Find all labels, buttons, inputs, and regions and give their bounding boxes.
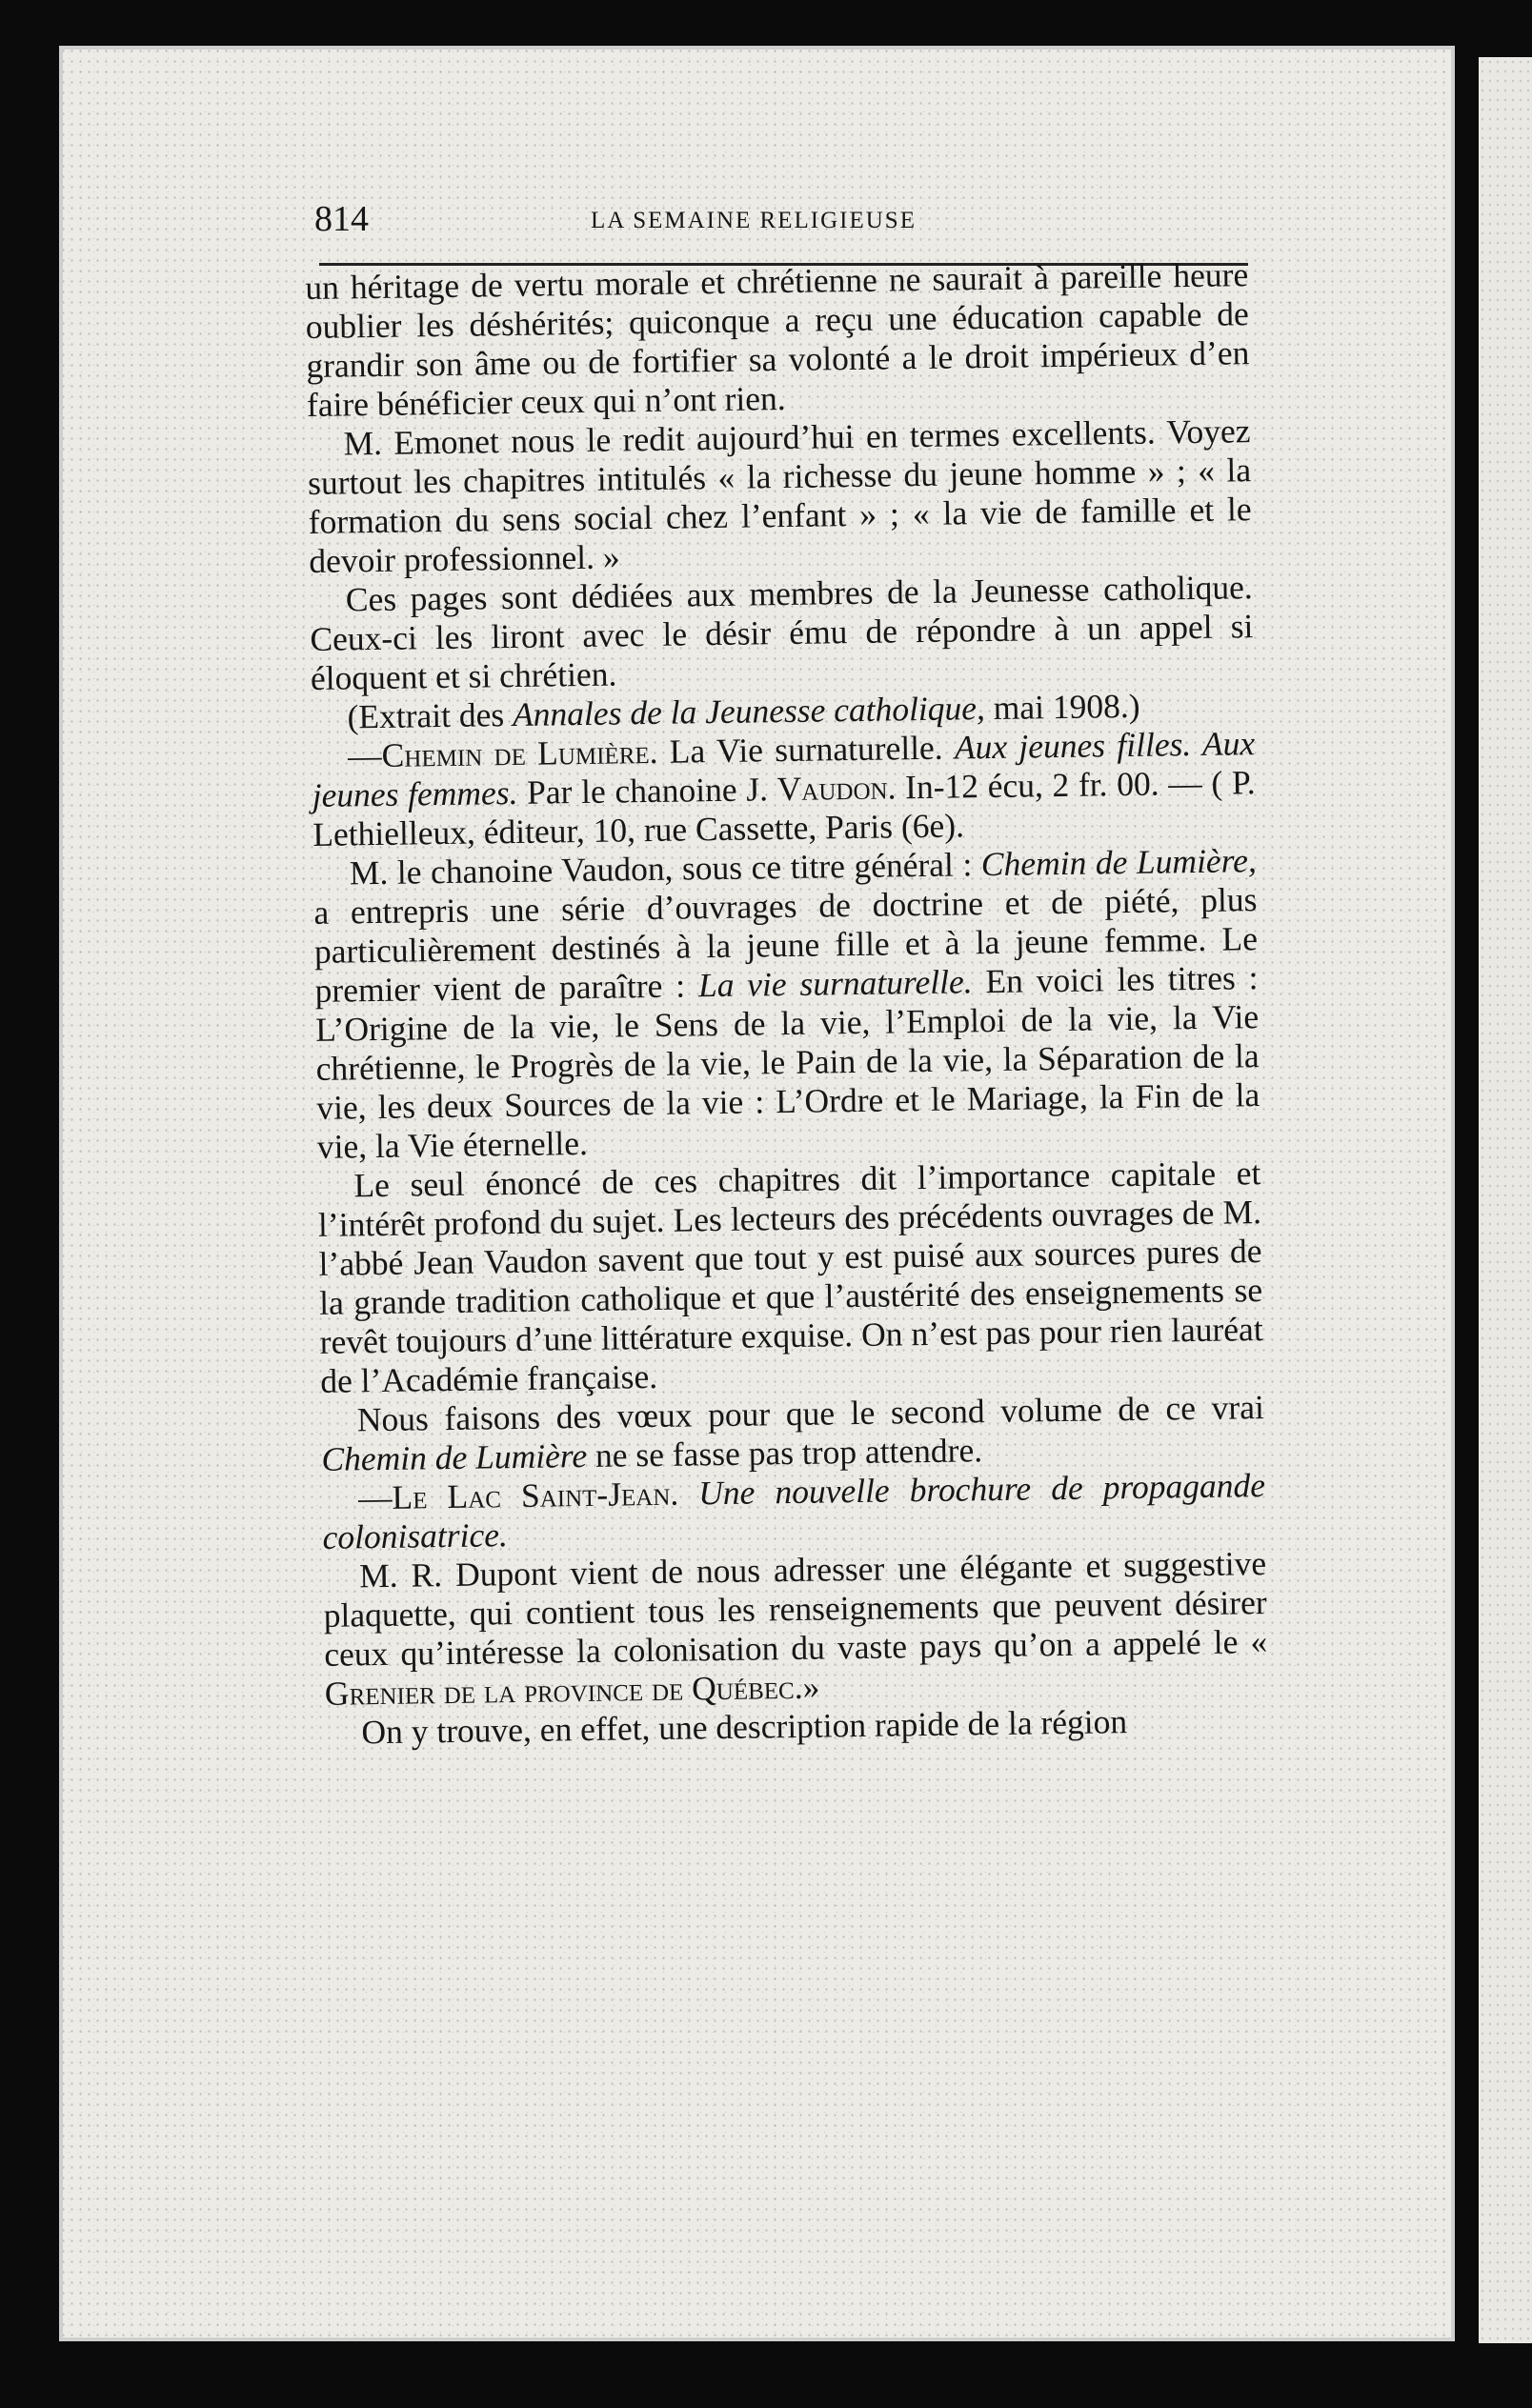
paragraph: [322, 1466, 1266, 1557]
body-text: [305, 255, 1269, 1753]
book-audience: Aux jeunes filles. Aux jeunes femmes.: [312, 724, 1256, 814]
paragraph-text: On y trouve, en effet, une description rapide de la région: [361, 1702, 1128, 1752]
paragraph-text: M. R. Dupont vient de nous adresser une élégante et suggestive plaquette, qui contient tous les renseignements que peuvent désirer ceux qu’intéresse la colonisation du vaste pays qu’on a appelé le «: [323, 1544, 1268, 1674]
book-subtitle: Une nouvelle brochure de propagande colonisatrice.: [322, 1466, 1266, 1556]
paragraph-text: Nous faisons des vœux pour que le second volume de ce vrai: [356, 1388, 1265, 1439]
paragraph: [313, 841, 1260, 1167]
page-number: 814: [314, 199, 369, 239]
paragraph-text: M. le chanoine Vaudon, sous ce titre général :: [349, 845, 982, 893]
book-author: Vaudon.: [776, 768, 897, 809]
book-subtitle: La Vie surnaturelle.: [657, 728, 956, 771]
paragraph-text: ne se fasse pas trop attendre.: [586, 1431, 983, 1475]
paragraph-text: M. Emonet nous le redit aujourd’hui en termes excellents. Voyez surtout les chapitres intitulés « la richesse du jeune homme » ; « la formation du sens social chez l’enfant » ; « la vie de famille et le devoir professionnel. »: [307, 411, 1252, 580]
paragraph-text: En voici les titres : L’Origine de la vie, le Sens de la vie, l’Emploi de la vie, la Vie chrétienne, le Progrès de la vie, le Pain de la vie, la Séparation de la vie, les deux Sources de la vie : L’Ordre et le Mariage, la Fin de la vie, la Vie éternelle.: [314, 958, 1260, 1166]
series-title: Chemin de Lumière,: [980, 841, 1258, 884]
citation-title: Annales de la Jeunesse catholique,: [512, 689, 986, 733]
citation-prefix: (Extrait des: [347, 695, 514, 736]
book-author-prefix: Par le chanoine J.: [517, 770, 777, 812]
paragraph-text: a entrepris une série d’ouvrages de doctrine et de piété, plus particulièrement destinés à la jeune fille et à la jeune femme. Le premier vient de paraître :: [313, 880, 1259, 1010]
paragraph: [310, 568, 1255, 698]
paragraph-text: Ces pages sont dédiées aux membres de la Jeunesse catholique. Ceux-ci les liront avec le désir ému de répondre à un appel si éloquent et si chrétien.: [310, 568, 1254, 697]
paragraph: [323, 1544, 1268, 1714]
paragraph: [317, 1154, 1263, 1401]
paragraph-text: »: [802, 1667, 820, 1706]
book-title: —Chemin de Lumière.: [347, 732, 658, 775]
running-head: LA SEMAINE RELIGIEUSE: [591, 208, 917, 233]
page-header: [314, 198, 1253, 239]
paragraph: [312, 724, 1257, 854]
paragraph: [321, 1388, 1265, 1479]
series-title: Chemin de Lumière: [321, 1435, 588, 1478]
next-page-edge: [1479, 57, 1532, 2343]
citation-date: mai 1908.): [984, 686, 1140, 728]
paragraph-text: un héritage de vertu morale et chrétienne ne saurait à pareille heure oublier les déshérités; quiconque a reçu une éducation capable de grandir son âme ou de fortifier sa volonté a le droit impérieux d’en faire bénéficier ceux qui n’ont rien.: [305, 255, 1250, 424]
book-title: —Le Lac Saint-Jean.: [357, 1474, 679, 1517]
paragraph-text: Le seul énoncé de ces chapitres dit l’importance capitale et l’intérêt profond du sujet. Les lecteurs des précédents ouvrages de M. l’abbé Jean Vaudon savent que tout y est puisé aux sources pures de la grande tradition catholique et que l’austérité des enseignements se revêt toujours d’une littérature exquise. On n’est pas pour rien lauréat de l’Académie française.: [317, 1154, 1263, 1400]
paragraph: [305, 255, 1250, 425]
paragraph: [307, 411, 1252, 581]
book-publication: In-12 écu, 2 fr. 00. — ( P. Lethielleux, éditeur, 10, rue Cassette, Paris (6e).: [312, 763, 1256, 853]
quoted-nickname: Grenier de la province de Québec.: [324, 1667, 803, 1713]
volume-title: La vie surnaturelle.: [697, 962, 973, 1005]
